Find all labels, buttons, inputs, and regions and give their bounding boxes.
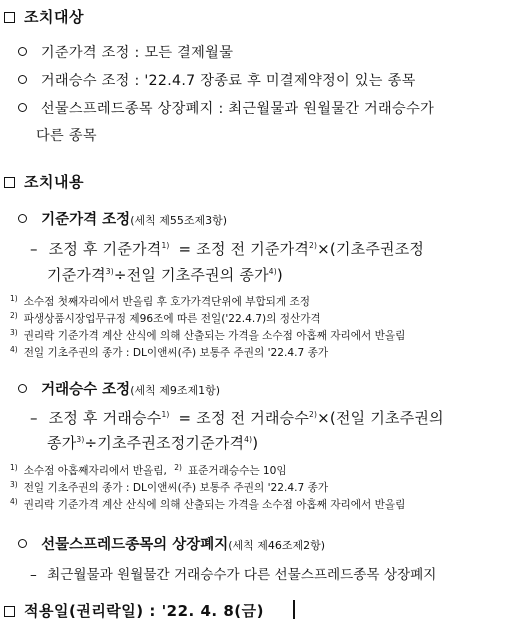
multiplier-adjust-heading <box>18 378 220 399</box>
footnote-ref: 1) <box>161 241 170 250</box>
target-item-text: 선물스프레드종목 상장폐지 : 최근월물과 원월물간 거래승수가 <box>40 101 435 117</box>
note-text: 전일 기초주권의 종가 : DL이앤씨(주) 보통주 주권의 '22.4.7 종가 <box>23 347 329 359</box>
formula-text: ×(기초주권조정 <box>317 240 425 258</box>
price-formula-line-1 <box>30 238 424 259</box>
spread-heading-text: 선물스프레드종목의 상장폐지 <box>41 537 229 553</box>
price-adjust-heading <box>18 208 227 229</box>
note-number: 3) <box>10 328 18 337</box>
formula-text: ÷기초주권조정기준가격 <box>84 434 245 452</box>
note-number: 3) <box>10 480 18 489</box>
multiplier-heading-text: 거래승수 조정 <box>41 382 131 398</box>
price-formula-line-2 <box>47 264 283 285</box>
formula-text: = 조정 전 거래승수 <box>178 409 310 427</box>
section-title-content <box>4 171 84 192</box>
multiplier-heading-ref: (세칙 제9조제1항) <box>130 384 221 397</box>
spread-delisting-line <box>30 563 436 583</box>
target-item-text: 거래승수 조정 : '22.4.7 장종료 후 미결제약정이 있는 종목 <box>40 73 416 89</box>
checkbox-square-icon <box>4 12 15 23</box>
formula-text: ÷전일 기초주권의 종가 <box>113 266 269 284</box>
formula-text: 기준가격 <box>47 266 106 284</box>
note-number: 4) <box>10 345 18 354</box>
note-text: 권리락 기준가격 계산 산식에 의해 산출되는 가격을 소수점 아홉째 자리에서 반올림 <box>23 330 406 342</box>
spread-heading-ref: (세칙 제46조제2항) <box>228 539 326 552</box>
footnote-ref: 3) <box>76 435 85 444</box>
dash-bullet: – <box>30 567 37 583</box>
checkbox-square-icon <box>4 606 15 617</box>
section-title-target <box>4 6 84 27</box>
formula-text: ×(전일 기초주권의 <box>317 409 444 427</box>
note-text: 표준거래승수는 10임 <box>187 465 287 477</box>
note-text: 권리락 기준가격 계산 산식에 의해 산출되는 가격을 소수점 아홉째 자리에서 반올림 <box>23 499 406 511</box>
note-number: 2) <box>174 463 182 472</box>
footnote-ref: 4) <box>244 435 253 444</box>
dash-bullet: – <box>30 409 38 427</box>
footnote-ref: 4) <box>268 267 277 276</box>
target-item-1 <box>18 42 233 62</box>
price-note-2 <box>10 311 321 326</box>
target-item-3 <box>18 98 434 118</box>
footnote-ref: 1) <box>161 410 170 419</box>
price-note-4 <box>10 345 328 360</box>
formula-text: 조정 후 거래승수 <box>48 409 162 427</box>
bullet-circle-icon <box>18 384 27 393</box>
section-title-text: 조치대상 <box>24 8 84 26</box>
formula-text: ) <box>252 434 259 452</box>
price-heading-ref: (세칙 제55조제3항) <box>130 214 228 227</box>
price-heading-text: 기준가격 조정 <box>41 212 131 228</box>
section-title-text: 조치내용 <box>24 173 84 191</box>
bullet-circle-icon <box>18 47 27 56</box>
note-text: 전일 기초주권의 종가 : DL이앤씨(주) 보통주 주권의 '22.4.7 종가 <box>23 482 329 494</box>
bullet-circle-icon <box>18 75 27 84</box>
note-number: 4) <box>10 497 18 506</box>
section-title-effective <box>4 600 264 621</box>
note-text: 소수점 아홉째자리에서 반올림, <box>23 465 167 477</box>
note-text: 소수점 첫째자리에서 반올림 후 호가가격단위에 부합되게 조정 <box>23 296 310 308</box>
checkbox-square-icon <box>4 177 15 188</box>
footnote-ref: 2) <box>309 410 318 419</box>
formula-text: 조정 후 기준가격 <box>48 240 162 258</box>
target-item-text: 기준가격 조정 : 모든 결제월물 <box>40 45 234 61</box>
formula-text: = 조정 전 기준가격 <box>178 240 310 258</box>
footnote-ref: 2) <box>309 241 318 250</box>
price-note-3 <box>10 328 405 343</box>
spread-line-text: 최근월물과 원월물간 거래승수가 다른 선물스프레드종목 상장폐지 <box>47 567 437 583</box>
footnote-ref: 3) <box>105 267 114 276</box>
note-number: 1) <box>10 463 18 472</box>
bullet-circle-icon <box>18 103 27 112</box>
formula-text: ) <box>276 266 283 284</box>
dash-bullet: – <box>30 240 38 258</box>
target-item-2 <box>18 70 416 90</box>
note-number: 2) <box>10 311 18 320</box>
multiplier-note-1 <box>10 463 287 478</box>
bullet-circle-icon <box>18 539 27 548</box>
note-number: 1) <box>10 294 18 303</box>
formula-text: 종가 <box>47 434 77 452</box>
multiplier-note-4 <box>10 497 405 512</box>
multiplier-formula-line-2 <box>47 432 258 453</box>
target-item-3-continued: 다른 종목 <box>36 128 97 144</box>
price-note-1 <box>10 294 310 309</box>
note-text: 파생상품시장업무규정 제96조에 따른 전일('22.4.7)의 정산가격 <box>23 313 321 325</box>
multiplier-formula-line-1 <box>30 407 444 428</box>
bullet-circle-icon <box>18 214 27 223</box>
multiplier-note-3 <box>10 480 328 495</box>
section-title-text: 적용일(권리락일) : '22. 4. 8(금) <box>24 602 264 620</box>
text-cursor <box>293 600 295 619</box>
spread-delisting-heading <box>18 533 325 554</box>
